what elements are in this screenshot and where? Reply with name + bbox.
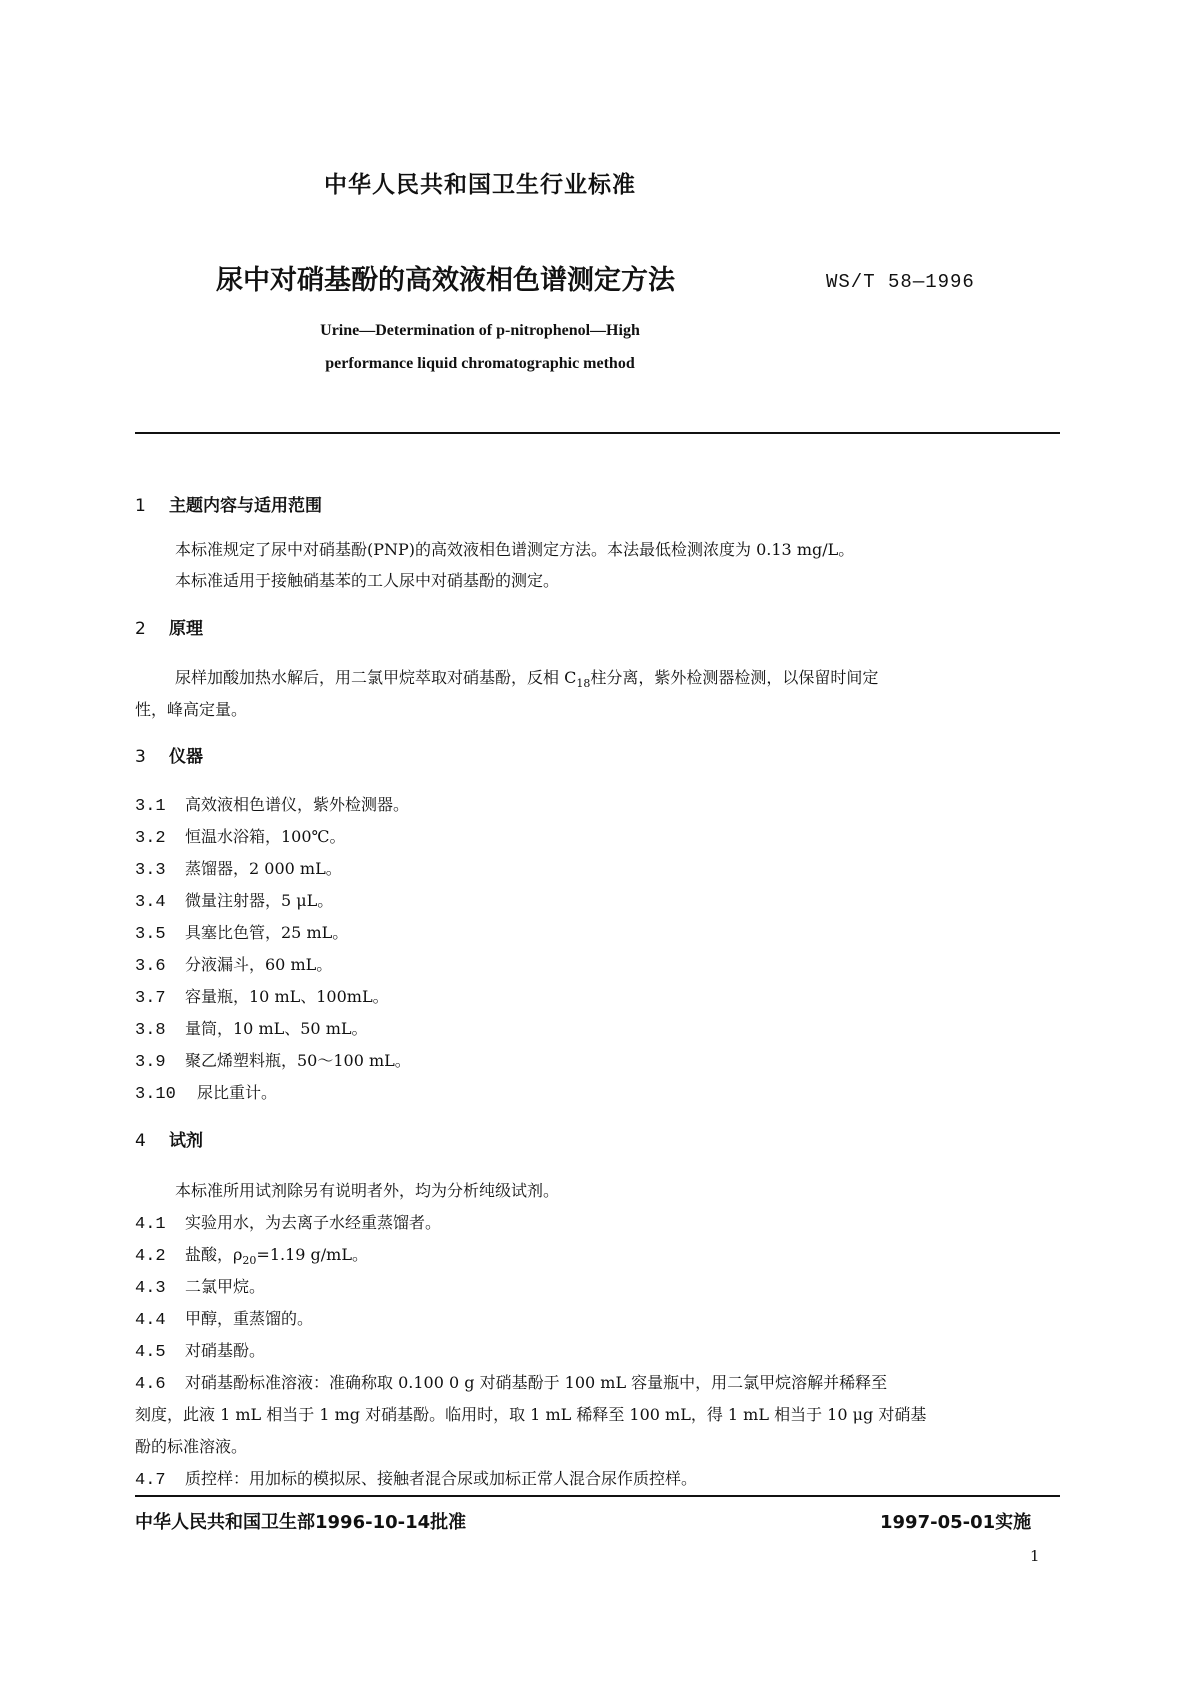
section-number: 2	[135, 619, 146, 639]
text-run: 尿样加酸加热水解后，用二氯甲烷萃取对硝基酚，反相 C	[175, 668, 577, 687]
item-text: 实验用水，为去离子水经重蒸馏者。	[185, 1213, 442, 1232]
standard-code: WS/T 58—1996	[826, 271, 975, 293]
section-title: 原理	[169, 619, 203, 639]
item-text: 二氯甲烷。	[185, 1277, 266, 1296]
item-text: 对硝基酚。	[185, 1341, 266, 1360]
section-number: 1	[135, 496, 146, 516]
section-number: 3	[135, 747, 146, 767]
item-text: =1.19 g/mL。	[256, 1245, 368, 1264]
section-title: 主题内容与适用范围	[169, 496, 322, 516]
list-item	[135, 824, 345, 848]
paragraph: 本标准适用于接触硝基苯的工人尿中对硝基酚的测定。	[175, 571, 560, 590]
text-run: 柱分离，紫外检测器检测，以保留时间定	[590, 668, 879, 687]
list-item	[135, 1242, 368, 1267]
list-item	[135, 1370, 887, 1394]
item-number: 4.5	[135, 1343, 166, 1362]
section-title: 试剂	[169, 1131, 203, 1151]
list-item	[135, 1080, 277, 1104]
item-text: 尿比重计。	[197, 1083, 278, 1102]
item-number: 4.4	[135, 1311, 166, 1330]
item-number: 3.7	[135, 989, 166, 1008]
item-text: 盐酸，ρ	[185, 1245, 243, 1264]
header-divider	[135, 432, 1060, 434]
item-text: 高效液相色谱仪，紫外检测器。	[185, 795, 410, 814]
item-number: 4.2	[135, 1247, 166, 1266]
list-item	[135, 1338, 265, 1362]
item-number: 3.1	[135, 797, 166, 816]
list-item	[135, 1016, 368, 1040]
item-text: 具塞比色管，25 mL。	[185, 923, 349, 942]
footer-divider	[135, 1495, 1060, 1497]
paragraph: 性，峰高定量。	[135, 700, 248, 719]
item-text: 对硝基酚标准溶液：准确称取 0.100 0 g 对硝基酚于 100 mL 容量瓶中，用二氯甲烷溶解并稀释至	[185, 1373, 888, 1392]
section-3-heading	[135, 742, 203, 767]
list-item	[135, 1466, 697, 1490]
item-number: 3.4	[135, 893, 166, 912]
section-4-heading	[135, 1126, 203, 1151]
list-item	[135, 952, 332, 976]
approval-note: 中华人民共和国卫生部1996-10-14批准	[135, 1512, 467, 1533]
document-title: 尿中对硝基酚的高效液相色谱测定方法	[216, 265, 675, 296]
item-number: 3.5	[135, 925, 166, 944]
list-item	[135, 1210, 441, 1234]
item-number: 3.6	[135, 957, 166, 976]
item-number: 4.3	[135, 1279, 166, 1298]
paragraph: 本标准所用试剂除另有说明者外，均为分析纯级试剂。	[175, 1181, 560, 1200]
item-text: 微量注射器，5 μL。	[185, 891, 334, 910]
item-text: 分液漏斗，60 mL。	[185, 955, 333, 974]
item-number: 3.8	[135, 1021, 166, 1040]
list-item	[135, 888, 333, 912]
effective-date: 1997-05-01实施	[880, 1512, 1032, 1533]
issuing-authority: 中华人民共和国卫生行业标准	[324, 172, 636, 198]
paragraph	[175, 665, 878, 690]
list-item-continuation: 刻度，此液 1 mL 相当于 1 mg 对硝基酚。临用时，取 1 mL 稀释至 100 mL，得 1 mL 相当于 10 μg 对硝基	[135, 1405, 927, 1424]
item-number: 3.9	[135, 1053, 166, 1072]
list-item	[135, 1274, 265, 1298]
subscript: 18	[576, 677, 591, 691]
list-item	[135, 984, 389, 1008]
section-2-heading	[135, 614, 203, 639]
list-item	[135, 792, 409, 816]
list-item	[135, 856, 342, 880]
item-text: 恒温水浴箱，100℃。	[185, 827, 346, 846]
item-text: 甲醇，重蒸馏的。	[185, 1309, 314, 1328]
item-number: 4.7	[135, 1471, 166, 1490]
item-number: 3.2	[135, 829, 166, 848]
page-number: 1	[1030, 1547, 1040, 1565]
english-title-line-2: performance liquid chromatographic method	[325, 355, 635, 372]
english-title-line-1: Urine—Determination of p-nitrophenol—High	[320, 322, 640, 339]
item-text: 聚乙烯塑料瓶，50～100 mL。	[185, 1051, 411, 1070]
list-item	[135, 1048, 411, 1072]
section-number: 4	[135, 1131, 146, 1151]
item-number: 4.6	[135, 1375, 166, 1394]
item-text: 蒸馏器，2 000 mL。	[185, 859, 342, 878]
item-number: 3.10	[135, 1085, 176, 1104]
item-text: 量筒，10 mL、50 mL。	[185, 1019, 368, 1038]
item-text: 质控样：用加标的模拟尿、接触者混合尿或加标正常人混合尿作质控样。	[185, 1469, 698, 1488]
subscript: 20	[242, 1254, 257, 1268]
list-item	[135, 920, 348, 944]
list-item-continuation: 酚的标准溶液。	[135, 1437, 248, 1456]
section-1-heading	[135, 491, 322, 516]
list-item	[135, 1306, 313, 1330]
item-number: 4.1	[135, 1215, 166, 1234]
item-number: 3.3	[135, 861, 166, 880]
item-text: 容量瓶，10 mL、100mL。	[185, 987, 389, 1006]
section-title: 仪器	[169, 747, 203, 767]
paragraph: 本标准规定了尿中对硝基酚(PNP)的高效液相色谱测定方法。本法最低检测浓度为 0.13 mg/L。	[175, 540, 855, 559]
